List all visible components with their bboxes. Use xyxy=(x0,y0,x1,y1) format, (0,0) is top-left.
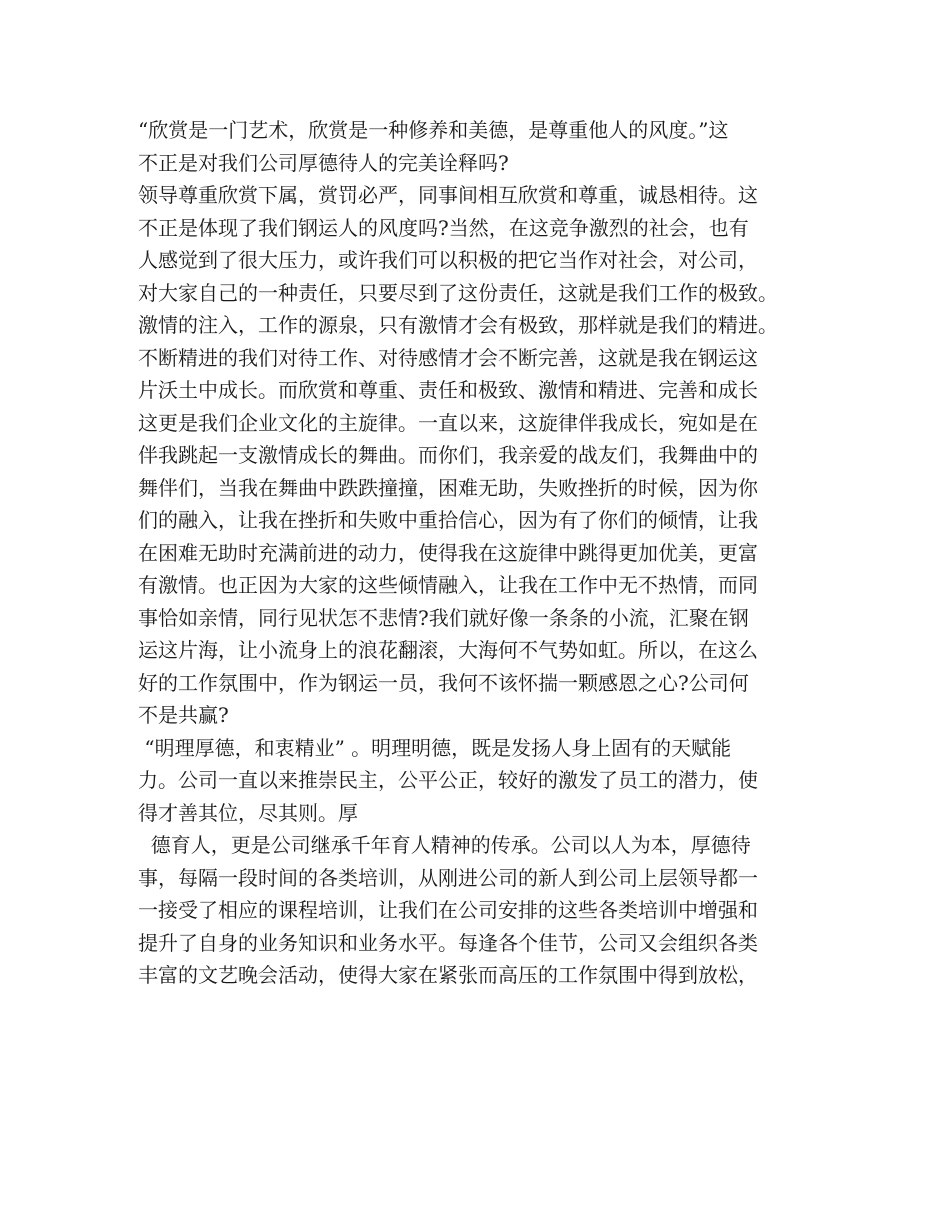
text-line: 不正是对我们公司厚德待人的完美诠释吗? xyxy=(138,150,509,175)
text-line: 人感觉到了很大压力，或许我们可以积极的把它当作对社会，对公司， xyxy=(138,248,758,272)
text-line: 片沃土中成长。而欣赏和尊重、责任和极致、激情和精进、完善和成长 xyxy=(138,378,758,402)
text-line: 伴我跳起一支激情成长的舞曲。而你们，我亲爱的战友们，我舞曲中的 xyxy=(138,443,758,467)
text-line: 激情的注入，工作的源泉，只有激情才会有极致，那样就是我们的精进。 xyxy=(138,313,778,337)
text-line: 力。公司一直以来推崇民主，公平公正，较好的激发了员工的潜力，使 xyxy=(138,768,758,792)
text-line: “明理厚德，和衷精业” 。明理明德，既是发扬人身上固有的天赋能 xyxy=(138,735,732,760)
text-line: 得才善其位，尽其则。厚 xyxy=(138,800,358,825)
text-line: 丰富的文艺晚会活动，使得大家在紧张而高压的工作氛围中得到放松， xyxy=(138,963,758,987)
text-line: 不是共赢? xyxy=(138,703,229,727)
text-line: 有激情。也正因为大家的这些倾情融入，让我在工作中无不热情，而同 xyxy=(138,573,758,597)
text-line: 事，每隔一段时间的各类培训，从刚进公司的新人到公司上层领导都一 xyxy=(138,865,758,890)
text-line: 舞伴们，当我在舞曲中跌跌撞撞，困难无助，失败挫折的时候，因为你 xyxy=(138,475,758,500)
text-line: “欣赏是一门艺术，欣赏是一种修养和美德，是尊重他人的风度。”这 xyxy=(138,118,729,142)
text-line: 在困难无助时充满前进的动力，使得我在这旋律中跳得更加优美，更富 xyxy=(138,540,758,565)
text-line: 提升了自身的业务知识和业务水平。每逢各个佳节，公司又会组织各类 xyxy=(138,930,758,955)
text-line: 领导尊重欣赏下属，赏罚必严，同事间相互欣赏和尊重，诚恳相待。这 xyxy=(138,183,758,207)
text-line: 对大家自己的一种责任，只要尽到了这份责任，这就是我们工作的极致。 xyxy=(138,280,778,305)
text-line: 不断精进的我们对待工作、对待感情才会不断完善，这就是我在钢运这 xyxy=(138,345,758,370)
text-line: 们的融入，让我在挫折和失败中重拾信心，因为有了你们的倾情，让我 xyxy=(138,508,758,532)
text-line: 德育人，更是公司继承千年育人精神的传承。公司以人为本，厚德待 xyxy=(138,833,751,857)
text-line: 不正是体现了我们钢运人的风度吗?当然，在这竞争激烈的社会，也有 xyxy=(138,215,749,240)
text-line: 运这片海，让小流身上的浪花翻滚，大海何不气势如虹。所以，在这么 xyxy=(138,638,758,662)
text-line: 事恰如亲情，同行见状怎不悲情?我们就好像一条条的小流，汇聚在钢 xyxy=(138,605,749,630)
text-line: 好的工作氛围中，作为钢运一员，我何不该怀揣一颗感恩之心?公司何 xyxy=(138,670,749,695)
body-text xyxy=(138,114,828,992)
text-line: 这更是我们企业文化的主旋律。一直以来，这旋律伴我成长，宛如是在 xyxy=(138,410,758,435)
text-line: 一接受了相应的课程培训，让我们在公司安排的这些各类培训中增强和 xyxy=(138,898,758,922)
